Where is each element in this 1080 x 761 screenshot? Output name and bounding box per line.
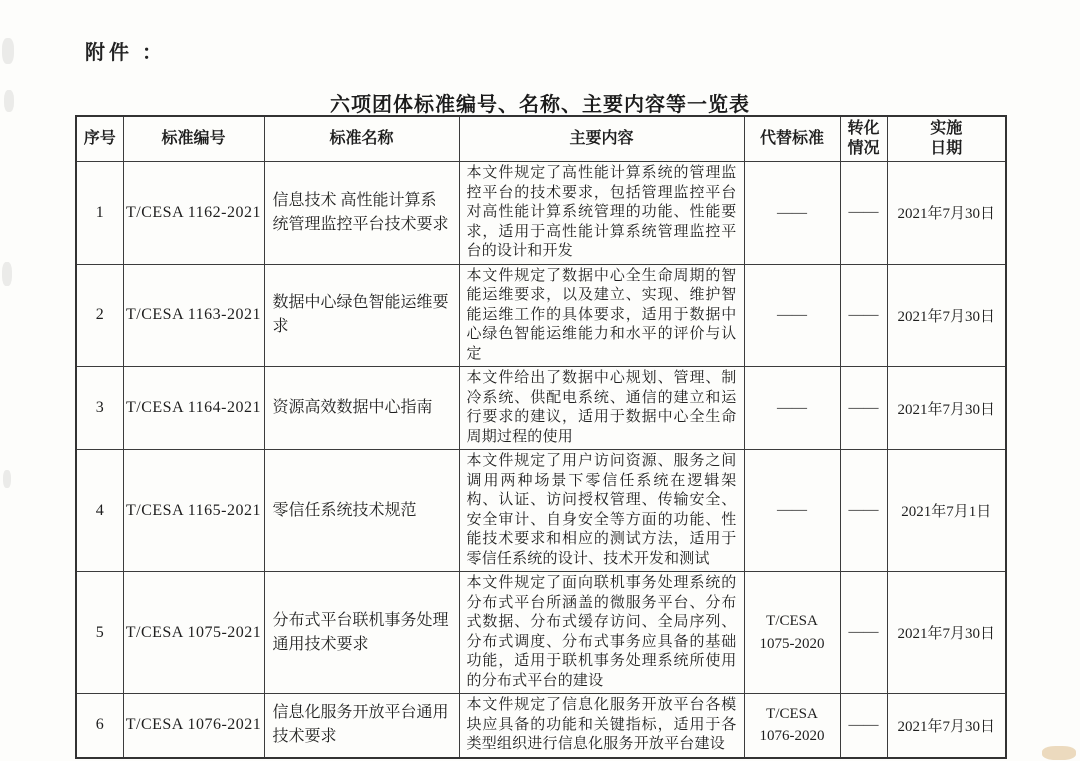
cell-implementation-date: 2021年7月30日 bbox=[887, 367, 1006, 450]
cell-replaced-standard: —— bbox=[744, 162, 840, 265]
cell-seq: 3 bbox=[76, 367, 123, 450]
header-seq: 序号 bbox=[76, 116, 123, 162]
attachment-label: 附件 ： bbox=[85, 42, 166, 64]
cell-standard-code: T/CESA 1076-2021 bbox=[123, 694, 264, 758]
cell-main-content: 本文件给出了数据中心规划、管理、制冷系统、供配电系统、通信的建立和运行要求的建议，适用于数据中心全生命周期过程的使用 bbox=[459, 367, 744, 450]
cell-standard-name: 数据中心绿色智能运维要求 bbox=[264, 264, 459, 367]
header-replaced: 代替标准 bbox=[744, 116, 840, 162]
cell-main-content: 本文件规定了面向联机事务处理系统的分布式平台所涵盖的微服务平台、分布式数据、分布式缓存访问、全局序列、分布式调度、分布式事务应具备的基础功能，适用于联机事务处理系统所使用的分布式平台的建设 bbox=[459, 572, 744, 694]
table-row bbox=[76, 450, 1006, 572]
cell-seq: 6 bbox=[76, 694, 123, 758]
cell-standard-name: 信息化服务开放平台通用技术要求 bbox=[264, 694, 459, 758]
cell-replaced-standard: —— bbox=[744, 450, 840, 572]
scan-artifact bbox=[2, 38, 14, 64]
cell-implementation-date: 2021年7月30日 bbox=[887, 264, 1006, 367]
cell-implementation-date: 2021年7月30日 bbox=[887, 572, 1006, 694]
cell-conversion-status: —— bbox=[840, 572, 887, 694]
table-header-row bbox=[76, 116, 1006, 162]
cell-standard-code: T/CESA 1163-2021 bbox=[123, 264, 264, 367]
header-conversion: 转化 情况 bbox=[840, 116, 887, 162]
cell-standard-name: 信息技术 高性能计算系统管理监控平台技术要求 bbox=[264, 162, 459, 265]
cell-standard-name: 零信任系统技术规范 bbox=[264, 450, 459, 572]
header-code: 标准编号 bbox=[123, 116, 264, 162]
cell-standard-code: T/CESA 1164-2021 bbox=[123, 367, 264, 450]
cell-replaced-standard: —— bbox=[744, 367, 840, 450]
cell-implementation-date: 2021年7月1日 bbox=[887, 450, 1006, 572]
table-row bbox=[76, 367, 1006, 450]
cell-replaced-standard: T/CESA 1075-2020 bbox=[744, 572, 840, 694]
cell-standard-code: T/CESA 1162-2021 bbox=[123, 162, 264, 265]
cell-conversion-status: —— bbox=[840, 367, 887, 450]
cell-replaced-standard: T/CESA 1076-2020 bbox=[744, 694, 840, 758]
cell-standard-code: T/CESA 1165-2021 bbox=[123, 450, 264, 572]
cell-main-content: 本文件规定了高性能计算系统的管理监控平台的技术要求，包括管理监控平台对高性能计算系统管理的功能、性能要求，适用于高性能计算系统管理监控平台的设计和开发 bbox=[459, 162, 744, 265]
cell-main-content: 本文件规定了数据中心全生命周期的智能运维要求，以及建立、实现、维护智能运维工作的具体要求，适用于数据中心绿色智能运维能力和水平的评价与认定 bbox=[459, 264, 744, 367]
table-row bbox=[76, 264, 1006, 367]
cell-main-content: 本文件规定了信息化服务开放平台各模块应具备的功能和关键指标，适用于各类型组织进行信息化服务开放平台建设 bbox=[459, 694, 744, 758]
table-row bbox=[76, 162, 1006, 265]
cell-replaced-standard: —— bbox=[744, 264, 840, 367]
cell-seq: 5 bbox=[76, 572, 123, 694]
scan-artifact bbox=[2, 262, 12, 286]
cell-seq: 2 bbox=[76, 264, 123, 367]
cell-conversion-status: —— bbox=[840, 162, 887, 265]
cell-seq: 1 bbox=[76, 162, 123, 265]
header-date: 实施 日期 bbox=[887, 116, 1006, 162]
cell-standard-code: T/CESA 1075-2021 bbox=[123, 572, 264, 694]
header-content: 主要内容 bbox=[459, 116, 744, 162]
cell-main-content: 本文件规定了用户访问资源、服务之间调用两种场景下零信任系统在逻辑架构、认证、访问授权管理、传输安全、安全审计、自身安全等方面的功能、性能技术要求和相应的测试方法，适用于零信任系统的设计、技术开发和测试 bbox=[459, 450, 744, 572]
table-row bbox=[76, 572, 1006, 694]
cell-standard-name: 资源高效数据中心指南 bbox=[264, 367, 459, 450]
cell-standard-name: 分布式平台联机事务处理通用技术要求 bbox=[264, 572, 459, 694]
standards-table bbox=[75, 115, 1007, 759]
page-title: 六项团体标准编号、名称、主要内容等一览表 bbox=[330, 94, 750, 116]
scan-artifact bbox=[3, 470, 11, 488]
cell-conversion-status: —— bbox=[840, 264, 887, 367]
header-name: 标准名称 bbox=[264, 116, 459, 162]
table-row bbox=[76, 694, 1006, 758]
cell-conversion-status: —— bbox=[840, 694, 887, 758]
scan-artifact bbox=[1042, 746, 1076, 760]
cell-conversion-status: —— bbox=[840, 450, 887, 572]
cell-implementation-date: 2021年7月30日 bbox=[887, 162, 1006, 265]
cell-seq: 4 bbox=[76, 450, 123, 572]
scan-artifact bbox=[4, 90, 14, 112]
cell-implementation-date: 2021年7月30日 bbox=[887, 694, 1006, 758]
